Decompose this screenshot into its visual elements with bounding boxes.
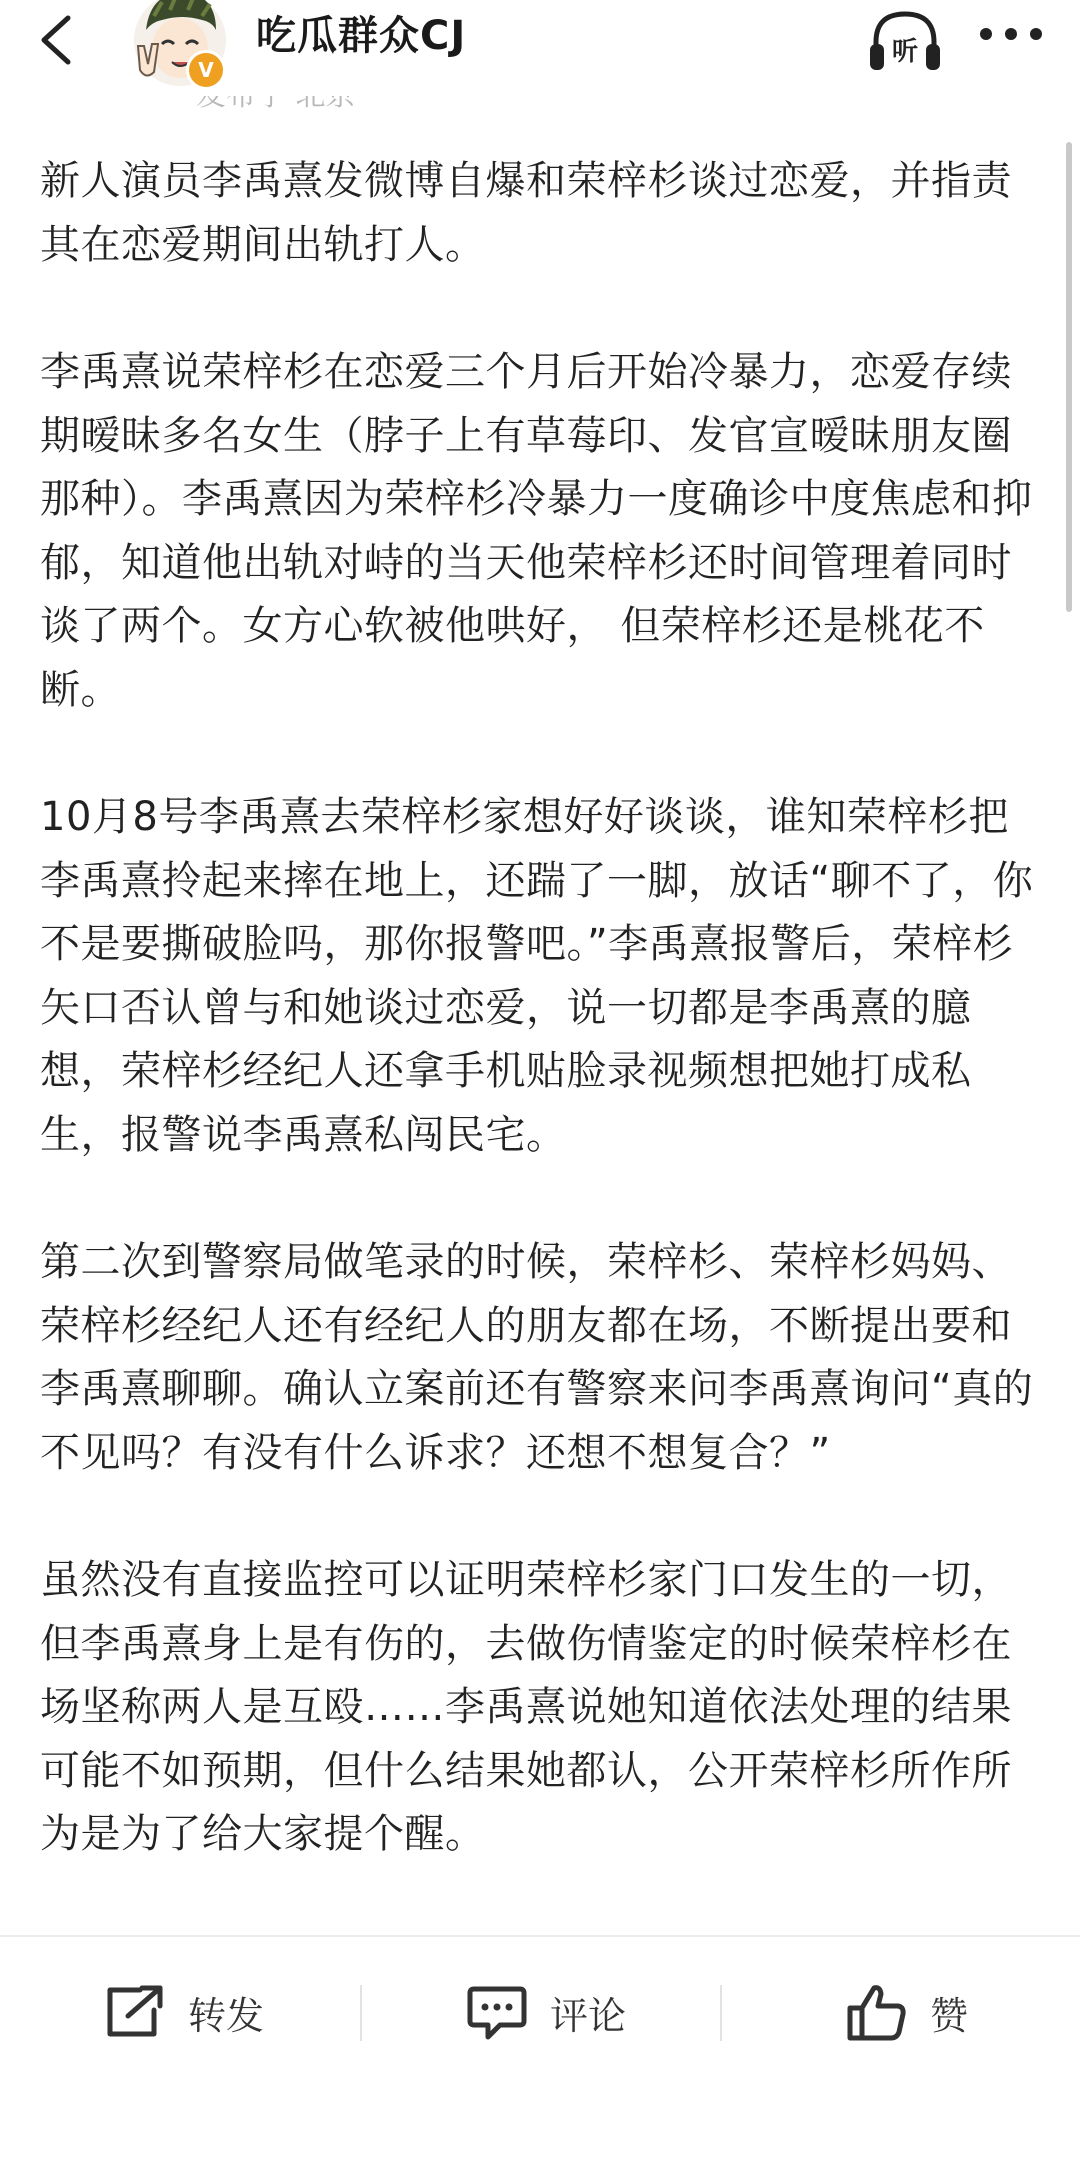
comment-button[interactable] bbox=[466, 1937, 626, 2087]
more-dots-icon bbox=[976, 14, 1046, 54]
back-button[interactable] bbox=[28, 10, 84, 70]
back-arrow-icon bbox=[28, 10, 84, 70]
action-divider bbox=[720, 1985, 722, 2041]
username[interactable]: 吃瓜群众CJ bbox=[256, 13, 467, 59]
post-paragraph: 虽然没有直接监控可以证明荣梓杉家门口发生的一切，但李禹熹身上是有伤的，去做伤情鉴定的时候荣梓杉在场坚称两人是互殴……李禹熹说她知道依法处理的结果可能不如预期，但什么结果她都认，公开荣梓杉所作所为是为了给大家提个醒。 bbox=[40, 1557, 1012, 1857]
like-label: 赞 bbox=[930, 1993, 969, 2038]
post-content bbox=[40, 150, 1040, 1867]
post-paragraph: 第二次到警察局做笔录的时候，荣梓杉、荣梓杉妈妈、荣梓杉经纪人还有经纪人的朋友都在场，不断提出要和李禹熹聊聊。确认立案前还有警察来问李禹熹询问“真的不见吗？有没有什么诉求？还想不想复合？” bbox=[40, 1239, 1034, 1476]
repost-button[interactable] bbox=[104, 1937, 264, 2087]
thumbs-up-icon bbox=[846, 1982, 908, 2042]
like-button[interactable] bbox=[846, 1937, 968, 2087]
post-paragraph: 10月8号李禹熹去荣梓杉家想好好谈谈，谁知荣梓杉把李禹熹拎起来摔在地上，还踹了一脚，放话“聊不了，你不是要撕破脸吗，那你报警吧。”李禹熹报警后，荣梓杉矢口否认曾与和她谈过恋爱，说一切都是李禹熹的臆想，荣梓杉经纪人还拿手机贴脸录视频想把她打成私生，报警说李禹熹私闯民宅。 bbox=[40, 794, 1034, 1158]
listen-button[interactable] bbox=[868, 8, 942, 74]
scrollbar[interactable] bbox=[1066, 142, 1072, 612]
listen-label: 听 bbox=[891, 37, 919, 67]
headphones-icon bbox=[868, 8, 942, 74]
action-divider bbox=[360, 1985, 362, 2041]
more-button[interactable] bbox=[976, 14, 1046, 54]
top-bar bbox=[0, 0, 1080, 96]
verified-badge: V bbox=[186, 50, 226, 90]
comment-icon bbox=[466, 1983, 528, 2041]
bottom-action-bar bbox=[0, 1935, 1080, 2087]
comment-label: 评论 bbox=[550, 1993, 627, 2038]
post-paragraph: 新人演员李禹熹发微博自爆和荣梓杉谈过恋爱，并指责其在恋爱期间出轨打人。 bbox=[40, 158, 1012, 268]
share-icon bbox=[104, 1984, 166, 2040]
post-paragraph: 李禹熹说荣梓杉在恋爱三个月后开始冷暴力，恋爱存续期暧昧多名女生（脖子上有草莓印、发官宣暧昧朋友圈那种）。李禹熹因为荣梓杉冷暴力一度确诊中度焦虑和抑郁，知道他出轨对峙的当天他荣梓杉还时间管理着同时谈了两个。女方心软被他哄好， 但荣梓杉还是桃花不断。 bbox=[40, 349, 1033, 713]
repost-label: 转发 bbox=[188, 1993, 265, 2038]
